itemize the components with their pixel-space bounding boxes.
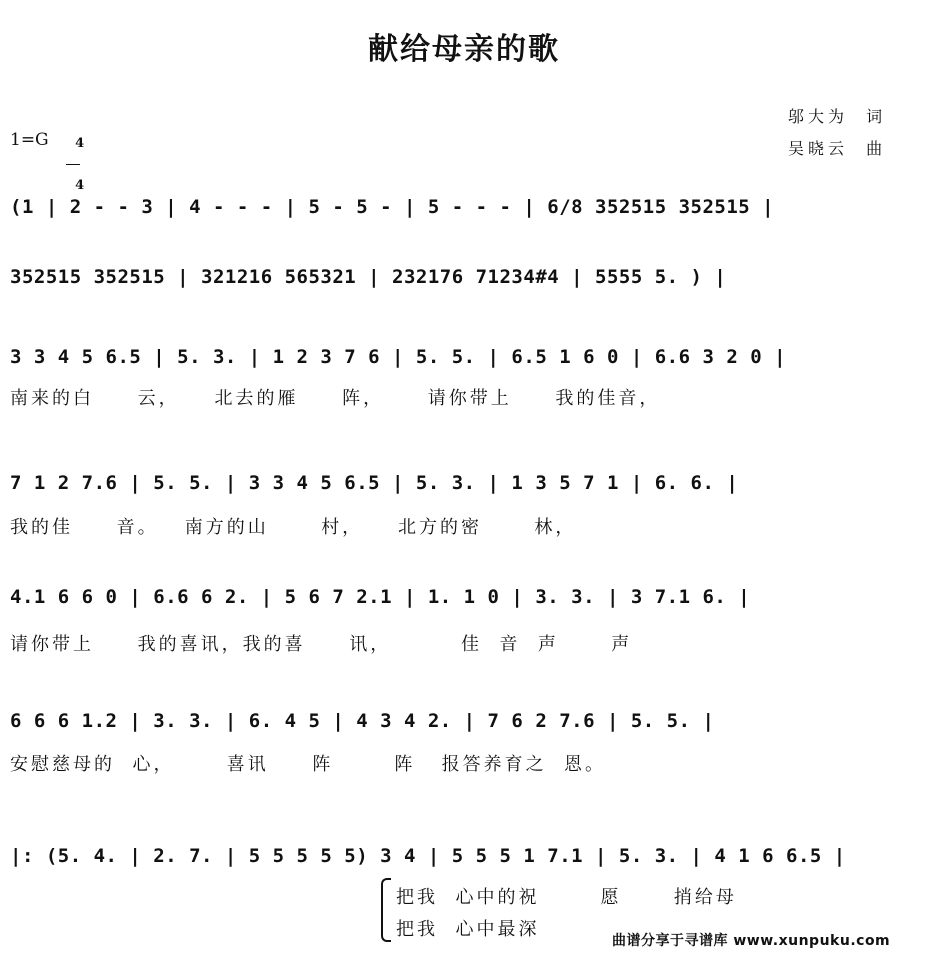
lyric-line: 安慰慈母的 心， 喜讯 阵 阵 报答养育之 恩。 xyxy=(10,754,607,775)
lyric-line: 南来的白 云， 北去的雁 阵， 请你带上 我的佳音， xyxy=(10,388,661,409)
song-title: 献给母亲的歌 xyxy=(368,32,560,67)
key-signature: 1=G xyxy=(10,130,49,150)
notation-line: 7 1 2 7.6 | 5. 5. | 3 3 4 5 6.5 | 5. 3. | 1 3 5 7 1 | 6. 6. | xyxy=(10,472,739,494)
notation-line: |: (5. 4. | 2. 7. | 5 5 5 5 5) 3 4 | 5 5 5 1 7.1 | 5. 3. | 4 1 6 6.5 | xyxy=(10,845,846,867)
notation-line: 3 3 4 5 6.5 | 5. 3. | 1 2 3 7 6 | 5. 5. | 6.5 1 6 0 | 6.6 3 2 0 | xyxy=(10,346,787,368)
lyric-line: 我的佳 音。 南方的山 村， 北方的密 林， xyxy=(10,517,577,538)
time-signature-top: 4 xyxy=(75,136,85,151)
notation-line: (1 | 2 - - 3 | 4 - - - | 5 - 5 - | 5 - - - | 6/8 352515 352515 | xyxy=(10,196,775,218)
notation-line: 352515 352515 | 321216 565321 | 232176 71234#4 | 5555 5. ) | xyxy=(10,266,727,288)
ending-lyric-line: 把我 心中最深 xyxy=(396,919,540,940)
time-signature-bottom: 4 xyxy=(75,178,85,193)
ending-lyric-line: 把我 心中的祝 愿 捎给母 xyxy=(396,887,737,908)
site-watermark: 曲谱分享于寻谱库 www.xunpuku.com xyxy=(612,933,891,949)
composer-credit: 吴晓云 曲 xyxy=(788,139,887,158)
notation-line: 6 6 6 1.2 | 3. 3. | 6. 4 5 | 4 3 4 2. | 7 6 2 7.6 | 5. 5. | xyxy=(10,710,715,732)
lyricist-credit: 邬大为 词 xyxy=(788,107,887,126)
verse-brace xyxy=(381,878,391,942)
time-signature xyxy=(66,124,85,193)
lyric-line: 请你带上 我的喜讯，我的喜 讯， 佳 音 声 声 xyxy=(10,634,633,655)
notation-line: 4.1 6 6 0 | 6.6 6 2. | 5 6 7 2.1 | 1. 1 0 | 3. 3. | 3 7.1 6. | xyxy=(10,586,751,608)
